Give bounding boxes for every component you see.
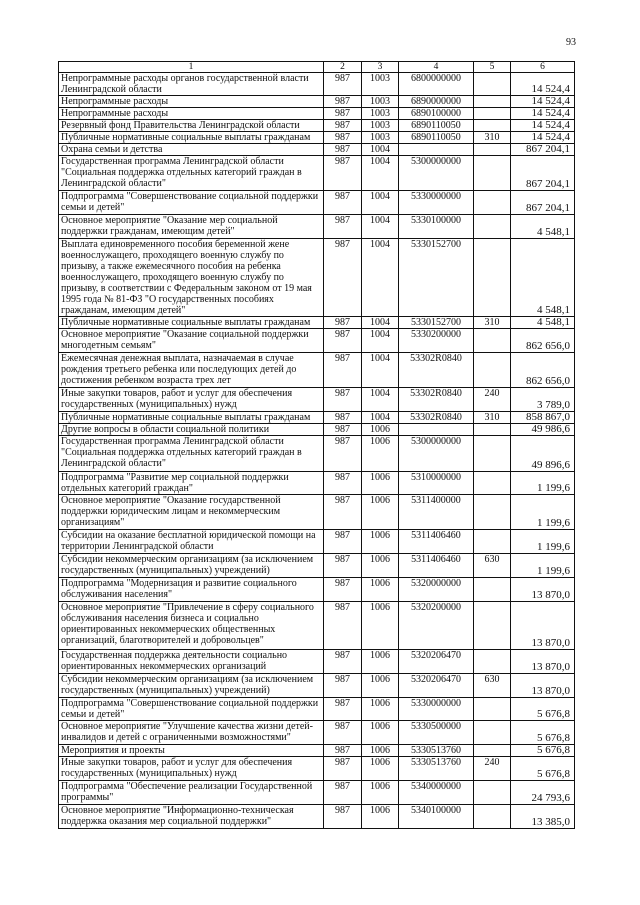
- cell-value: 867 204,1: [511, 156, 575, 191]
- cell-name: Непрограммные расходы: [59, 96, 324, 108]
- cell-type: [474, 353, 511, 388]
- cell-type: [474, 329, 511, 353]
- header-row: [59, 62, 575, 73]
- cell-code: 987: [324, 144, 362, 156]
- cell-value: 5 676,8: [511, 745, 575, 757]
- cell-name: Публичные нормативные социальные выплаты гражданам: [59, 317, 324, 329]
- cell-name: Основное мероприятие "Оказание социальной поддержки многодетным семьям": [59, 329, 324, 353]
- table-row: [59, 530, 575, 554]
- table-row: [59, 424, 575, 436]
- cell-code: 987: [324, 495, 362, 530]
- cell-value: 13 870,0: [511, 650, 575, 674]
- cell-value: 13 870,0: [511, 602, 575, 650]
- table-row: [59, 329, 575, 353]
- table-row: [59, 472, 575, 495]
- cell-name: Субсидии некоммерческим организациям (за исключением государственных (муниципальных) учреждений): [59, 554, 324, 578]
- table-row: [59, 757, 575, 781]
- cell-target: 5330513760: [399, 745, 474, 757]
- cell-type: [474, 120, 511, 132]
- cell-section: 1003: [362, 120, 399, 132]
- cell-name: Иные закупки товаров, работ и услуг для обеспечения государственных (муниципальных) нужд: [59, 757, 324, 781]
- cell-value: 4 548,1: [511, 239, 575, 317]
- cell-code: 987: [324, 674, 362, 698]
- table-row: [59, 156, 575, 191]
- cell-target: 6800000000: [399, 73, 474, 96]
- cell-type: [474, 721, 511, 745]
- cell-value: 49 986,6: [511, 424, 575, 436]
- cell-code: 987: [324, 96, 362, 108]
- header-cell-section: 3: [362, 62, 399, 73]
- cell-target: 5320000000: [399, 578, 474, 602]
- cell-value: 858 867,0: [511, 412, 575, 424]
- cell-target: 5330000000: [399, 698, 474, 721]
- cell-value: 5 676,8: [511, 757, 575, 781]
- cell-name: Другие вопросы в области социальной политики: [59, 424, 324, 436]
- cell-target: 5330152700: [399, 239, 474, 317]
- table-row: [59, 317, 575, 329]
- cell-code: 987: [324, 472, 362, 495]
- cell-section: 1006: [362, 424, 399, 436]
- cell-section: 1006: [362, 530, 399, 554]
- cell-type: [474, 650, 511, 674]
- cell-value: 867 204,1: [511, 191, 575, 215]
- cell-section: 1004: [362, 191, 399, 215]
- table-row: [59, 650, 575, 674]
- cell-type: [474, 156, 511, 191]
- cell-target: 5330200000: [399, 329, 474, 353]
- cell-type: [474, 745, 511, 757]
- cell-code: 987: [324, 721, 362, 745]
- table-row: [59, 674, 575, 698]
- table-row: [59, 353, 575, 388]
- cell-type: [474, 530, 511, 554]
- cell-section: 1004: [362, 239, 399, 317]
- cell-name: Основное мероприятие "Улучшение качества жизни детей-инвалидов и детей с ограниченными возможностями": [59, 721, 324, 745]
- cell-section: 1003: [362, 108, 399, 120]
- cell-code: 987: [324, 436, 362, 472]
- cell-value: 13 870,0: [511, 578, 575, 602]
- cell-target: 6890110050: [399, 132, 474, 144]
- cell-name: Ежемесячная денежная выплата, назначаемая в случае рождения третьего ребенка или последующих детей до достижения ребенком возраста трех лет: [59, 353, 324, 388]
- cell-target: 5300000000: [399, 436, 474, 472]
- table-row: [59, 721, 575, 745]
- cell-name: Государственная поддержка деятельности социально ориентированных некоммерческих организаций: [59, 650, 324, 674]
- cell-name: Подпрограмма "Совершенствование социальной поддержки семьи и детей": [59, 191, 324, 215]
- cell-target: 6890100000: [399, 108, 474, 120]
- cell-section: 1006: [362, 602, 399, 650]
- cell-value: 1 199,6: [511, 472, 575, 495]
- budget-table: [58, 61, 575, 829]
- cell-value: 5 676,8: [511, 721, 575, 745]
- cell-type: [474, 239, 511, 317]
- cell-value: 13 385,0: [511, 805, 575, 829]
- cell-type: [474, 96, 511, 108]
- cell-value: 862 656,0: [511, 353, 575, 388]
- cell-section: 1004: [362, 388, 399, 412]
- table-row: [59, 602, 575, 650]
- cell-value: 4 548,1: [511, 215, 575, 239]
- cell-type: [474, 602, 511, 650]
- cell-name: Публичные нормативные социальные выплаты гражданам: [59, 412, 324, 424]
- cell-section: 1006: [362, 698, 399, 721]
- cell-section: 1006: [362, 578, 399, 602]
- header-cell-name: 1: [59, 62, 324, 73]
- cell-code: 987: [324, 353, 362, 388]
- cell-target: 5311400000: [399, 495, 474, 530]
- cell-target: 5320206470: [399, 650, 474, 674]
- cell-code: 987: [324, 108, 362, 120]
- cell-code: 987: [324, 554, 362, 578]
- table-row: [59, 412, 575, 424]
- table-row: [59, 108, 575, 120]
- cell-section: 1006: [362, 721, 399, 745]
- cell-value: 14 524,4: [511, 132, 575, 144]
- cell-name: Мероприятия и проекты: [59, 745, 324, 757]
- cell-code: 987: [324, 805, 362, 829]
- table-row: [59, 554, 575, 578]
- cell-target: 5330513760: [399, 757, 474, 781]
- cell-value: 862 656,0: [511, 329, 575, 353]
- cell-name: Основное мероприятие "Оказание государственной поддержки юридическим лицам и некоммерческим организациям": [59, 495, 324, 530]
- header-cell-code: 2: [324, 62, 362, 73]
- cell-type: 310: [474, 132, 511, 144]
- cell-code: 987: [324, 650, 362, 674]
- cell-section: 1006: [362, 554, 399, 578]
- cell-type: 630: [474, 554, 511, 578]
- cell-target: 5310000000: [399, 472, 474, 495]
- cell-target: 5330000000: [399, 191, 474, 215]
- cell-type: [474, 805, 511, 829]
- cell-name: Субсидии некоммерческим организациям (за исключением государственных (муниципальных) учреждений): [59, 674, 324, 698]
- cell-section: 1006: [362, 745, 399, 757]
- cell-target: 6890110050: [399, 120, 474, 132]
- cell-target: [399, 424, 474, 436]
- cell-code: 987: [324, 239, 362, 317]
- cell-value: 867 204,1: [511, 144, 575, 156]
- cell-section: 1004: [362, 412, 399, 424]
- cell-code: 987: [324, 781, 362, 805]
- cell-section: 1006: [362, 805, 399, 829]
- cell-value: 24 793,6: [511, 781, 575, 805]
- cell-value: 4 548,1: [511, 317, 575, 329]
- cell-section: 1006: [362, 781, 399, 805]
- table-row: [59, 436, 575, 472]
- cell-code: 987: [324, 757, 362, 781]
- cell-name: Государственная программа Ленинградской области "Социальная поддержка отдельных категорий граждан в Ленинградской области": [59, 436, 324, 472]
- cell-value: 14 524,4: [511, 120, 575, 132]
- cell-target: 5300000000: [399, 156, 474, 191]
- cell-target: 6890000000: [399, 96, 474, 108]
- cell-name: Подпрограмма "Обеспечение реализации Государственной программы": [59, 781, 324, 805]
- cell-name: Охрана семьи и детства: [59, 144, 324, 156]
- cell-type: [474, 215, 511, 239]
- cell-target: 5340100000: [399, 805, 474, 829]
- cell-name: Государственная программа Ленинградской области "Социальная поддержка отдельных категорий граждан в Ленинградской области": [59, 156, 324, 191]
- table-row: [59, 120, 575, 132]
- cell-type: [474, 436, 511, 472]
- cell-code: 987: [324, 120, 362, 132]
- cell-code: 987: [324, 215, 362, 239]
- cell-value: 49 896,6: [511, 436, 575, 472]
- table-row: [59, 698, 575, 721]
- table-row: [59, 215, 575, 239]
- table-row: [59, 805, 575, 829]
- cell-type: 240: [474, 757, 511, 781]
- cell-code: 987: [324, 388, 362, 412]
- cell-section: 1003: [362, 73, 399, 96]
- cell-value: 1 199,6: [511, 495, 575, 530]
- cell-code: 987: [324, 132, 362, 144]
- cell-name: Непрограммные расходы: [59, 108, 324, 120]
- cell-type: [474, 781, 511, 805]
- header-cell-type: 5: [474, 62, 511, 73]
- cell-type: [474, 73, 511, 96]
- cell-name: Основное мероприятие "Привлечение в сферу социального обслуживания населения бизнеса и социально ориентированных некоммерческих общественных организаций, благотворителей и добровольцев": [59, 602, 324, 650]
- cell-section: 1004: [362, 329, 399, 353]
- cell-name: Выплата единовременного пособия беременной жене военнослужащего, проходящего военную службу по призыву, а также ежемесячного пособия на ребенка военнослужащего, проходящего военную службу по призыву, в соответствии с Федеральным законом от 19 мая 1995 года № 81-ФЗ "О государственных пособиях гражданам, имеющим детей": [59, 239, 324, 317]
- header-cell-target: 4: [399, 62, 474, 73]
- cell-target: 5311406460: [399, 554, 474, 578]
- cell-code: 987: [324, 412, 362, 424]
- table-row: [59, 132, 575, 144]
- cell-type: 240: [474, 388, 511, 412]
- cell-section: 1006: [362, 650, 399, 674]
- cell-code: 987: [324, 530, 362, 554]
- cell-type: [474, 424, 511, 436]
- cell-type: [474, 144, 511, 156]
- table-row: [59, 239, 575, 317]
- cell-code: 987: [324, 317, 362, 329]
- cell-type: 310: [474, 317, 511, 329]
- cell-value: 1 199,6: [511, 554, 575, 578]
- cell-section: 1004: [362, 156, 399, 191]
- cell-target: 5320206470: [399, 674, 474, 698]
- table-row: [59, 96, 575, 108]
- cell-value: 14 524,4: [511, 108, 575, 120]
- cell-value: 3 789,0: [511, 388, 575, 412]
- cell-code: 987: [324, 745, 362, 757]
- cell-code: 987: [324, 578, 362, 602]
- cell-name: Субсидии на оказание бесплатной юридической помощи на территории Ленинградской области: [59, 530, 324, 554]
- cell-target: 53302R0840: [399, 412, 474, 424]
- cell-value: 1 199,6: [511, 530, 575, 554]
- cell-type: [474, 472, 511, 495]
- cell-target: [399, 144, 474, 156]
- table-row: [59, 388, 575, 412]
- cell-section: 1004: [362, 144, 399, 156]
- table-row: [59, 191, 575, 215]
- cell-code: 987: [324, 698, 362, 721]
- cell-code: 987: [324, 191, 362, 215]
- cell-name: Непрограммные расходы органов государственной власти Ленинградской области: [59, 73, 324, 96]
- cell-code: 987: [324, 73, 362, 96]
- cell-type: 310: [474, 412, 511, 424]
- cell-section: 1004: [362, 215, 399, 239]
- cell-section: 1006: [362, 757, 399, 781]
- cell-target: 5311406460: [399, 530, 474, 554]
- cell-section: 1004: [362, 353, 399, 388]
- table-row: [59, 73, 575, 96]
- cell-section: 1006: [362, 674, 399, 698]
- cell-target: 5330100000: [399, 215, 474, 239]
- cell-type: [474, 578, 511, 602]
- page-number: 93: [566, 37, 576, 48]
- cell-name: Резервный фонд Правительства Ленинградской области: [59, 120, 324, 132]
- cell-code: 987: [324, 424, 362, 436]
- cell-type: [474, 191, 511, 215]
- cell-target: 53302R0840: [399, 353, 474, 388]
- cell-section: 1004: [362, 317, 399, 329]
- table-row: [59, 745, 575, 757]
- cell-target: 53302R0840: [399, 388, 474, 412]
- cell-code: 987: [324, 602, 362, 650]
- cell-section: 1003: [362, 96, 399, 108]
- cell-code: 987: [324, 329, 362, 353]
- cell-name: Публичные нормативные социальные выплаты гражданам: [59, 132, 324, 144]
- cell-value: 14 524,4: [511, 73, 575, 96]
- cell-name: Подпрограмма "Совершенствование социальной поддержки семьи и детей": [59, 698, 324, 721]
- header-cell-value: 6: [511, 62, 575, 73]
- cell-section: 1006: [362, 436, 399, 472]
- cell-type: 630: [474, 674, 511, 698]
- table-row: [59, 781, 575, 805]
- table-row: [59, 144, 575, 156]
- cell-name: Основное мероприятие "Информационно-техническая поддержка оказания мер социальной поддержки": [59, 805, 324, 829]
- cell-target: 5320200000: [399, 602, 474, 650]
- table-row: [59, 495, 575, 530]
- table-row: [59, 578, 575, 602]
- cell-value: 14 524,4: [511, 96, 575, 108]
- cell-value: 13 870,0: [511, 674, 575, 698]
- cell-name: Иные закупки товаров, работ и услуг для обеспечения государственных (муниципальных) нужд: [59, 388, 324, 412]
- cell-section: 1006: [362, 495, 399, 530]
- cell-section: 1003: [362, 132, 399, 144]
- cell-name: Основное мероприятие "Оказание мер социальной поддержки гражданам, имеющим детей": [59, 215, 324, 239]
- cell-section: 1006: [362, 472, 399, 495]
- cell-target: 5330152700: [399, 317, 474, 329]
- cell-name: Подпрограмма "Модернизация и развитие социального обслуживания населения": [59, 578, 324, 602]
- cell-type: [474, 108, 511, 120]
- cell-name: Подпрограмма "Развитие мер социальной поддержки отдельных категорий граждан": [59, 472, 324, 495]
- cell-value: 5 676,8: [511, 698, 575, 721]
- cell-code: 987: [324, 156, 362, 191]
- cell-type: [474, 495, 511, 530]
- cell-target: 5340000000: [399, 781, 474, 805]
- cell-target: 5330500000: [399, 721, 474, 745]
- cell-type: [474, 698, 511, 721]
